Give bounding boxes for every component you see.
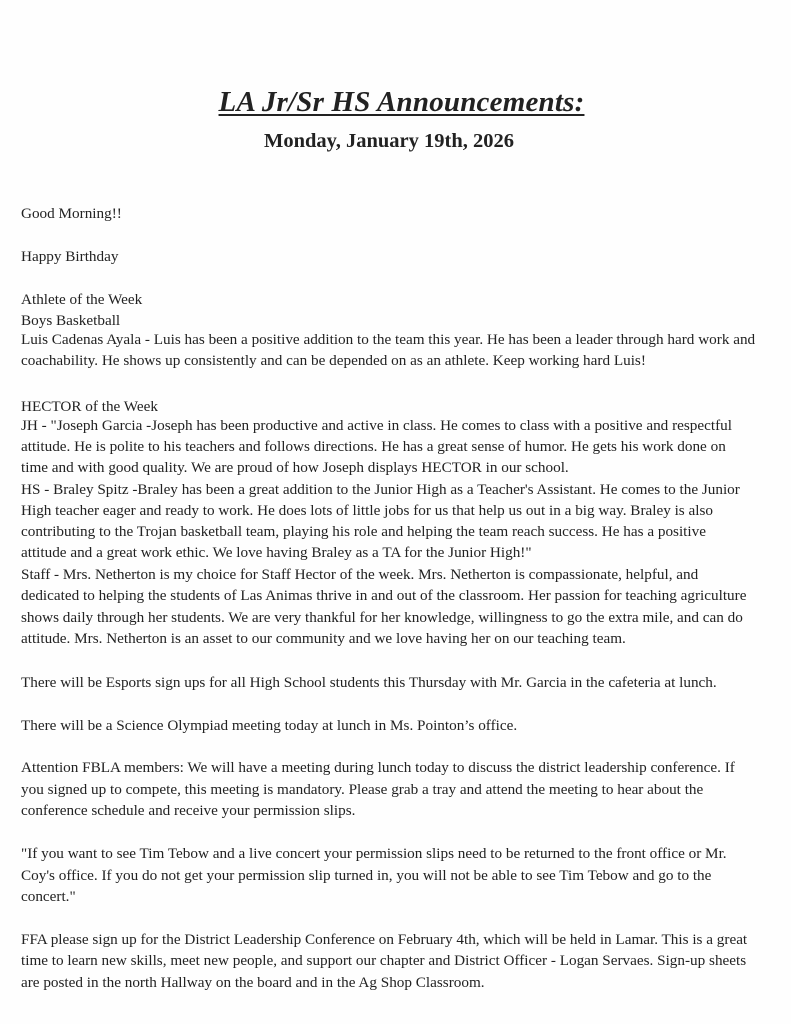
athlete-sport: Boys Basketball — [21, 312, 121, 329]
page-title: LA Jr/Sr HS Announcements: — [218, 86, 585, 118]
tim-tebow-line: concert." — [21, 888, 76, 905]
hector-hs-line: attitude and a great work ethic. We love having Braley as a TA for the Junior High!" — [21, 544, 532, 561]
tim-tebow-line: "If you want to see Tim Tebow and a live concert your permission slips need to be returned to the front office or Mr. — [21, 845, 727, 862]
hector-heading: HECTOR of the Week — [21, 398, 158, 415]
fbla-line: you signed up to compete, this meeting is mandatory. Please grab a tray and attend the meeting to hear about the — [21, 781, 704, 798]
tim-tebow-line: Coy's office. If you do not get your permission slip turned in, you will not be able to see Tim Tebow and go to the — [21, 867, 712, 884]
hector-staff-line: shows daily through her students. We are very thankful for her knowledge, willingness to go the extra mile, and can do — [21, 609, 743, 626]
announcement-date: Monday, January 19th, 2026 — [263, 130, 515, 152]
ffa-line: time to learn new skills, meet new people, and support our chapter and District Officer - Logan Servaes. Sign-up sheets — [21, 952, 747, 969]
birthday-heading: Happy Birthday — [21, 248, 119, 265]
esports-announcement: There will be Esports sign ups for all High School students this Thursday with Mr. Garcia in the cafeteria at lunch. — [21, 674, 717, 691]
hector-jh-line: JH - "Joseph Garcia -Joseph has been productive and active in class. He comes to class with a positive and respectful — [21, 417, 732, 434]
ffa-line: FFA please sign up for the District Leadership Conference on February 4th, which will be held in Lamar. This is a great — [21, 931, 748, 948]
hector-hs-line: contributing to the Trojan basketball team, playing his role and helping the team reach success. He has a positive — [21, 523, 706, 540]
fbla-line: conference schedule and receive your permission slips. — [21, 802, 356, 819]
athlete-heading: Athlete of the Week — [21, 291, 143, 308]
hector-staff-line: attitude. Mrs. Netherton is an asset to our community and we love having her on our teaching team. — [21, 630, 626, 647]
hector-staff-line: Staff - Mrs. Netherton is my choice for Staff Hector of the week. Mrs. Netherton is compassionate, helpful, and — [21, 566, 699, 583]
greeting: Good Morning!! — [21, 205, 122, 222]
hector-staff-line: dedicated to helping the students of Las Animas thrive in and out of the classroom. Her passion for teaching agriculture — [21, 587, 747, 604]
athlete-text-line: Luis Cadenas Ayala - Luis has been a positive addition to the team this year. He has been a leader through hard work and — [21, 331, 756, 348]
athlete-text-line: coachability. He shows up consistently and can be depended on as an athlete. Keep working hard Luis! — [21, 352, 646, 369]
hector-jh-line: attitude. He is polite to his teachers and follows directions. He has a great sense of humor. He gets his work done on — [21, 438, 726, 455]
ffa-line: are posted in the north Hallway on the board and in the Ag Shop Classroom. — [21, 974, 485, 991]
hector-jh-line: time and with good quality. We are proud of how Joseph displays HECTOR in our school. — [21, 459, 569, 476]
fbla-line: Attention FBLA members: We will have a meeting during lunch today to discuss the district leadership conference. If — [21, 759, 735, 776]
hector-hs-line: HS - Braley Spitz -Braley has been a great addition to the Junior High as a Teacher's Assistant. He comes to the Junior — [21, 481, 740, 498]
hector-hs-line: High teacher eager and ready to work. He does lots of little jobs for us that help us out in a big way. Braley is also — [21, 502, 713, 519]
science-olympiad-announcement: There will be a Science Olympiad meeting today at lunch in Ms. Pointon’s office. — [21, 717, 518, 734]
